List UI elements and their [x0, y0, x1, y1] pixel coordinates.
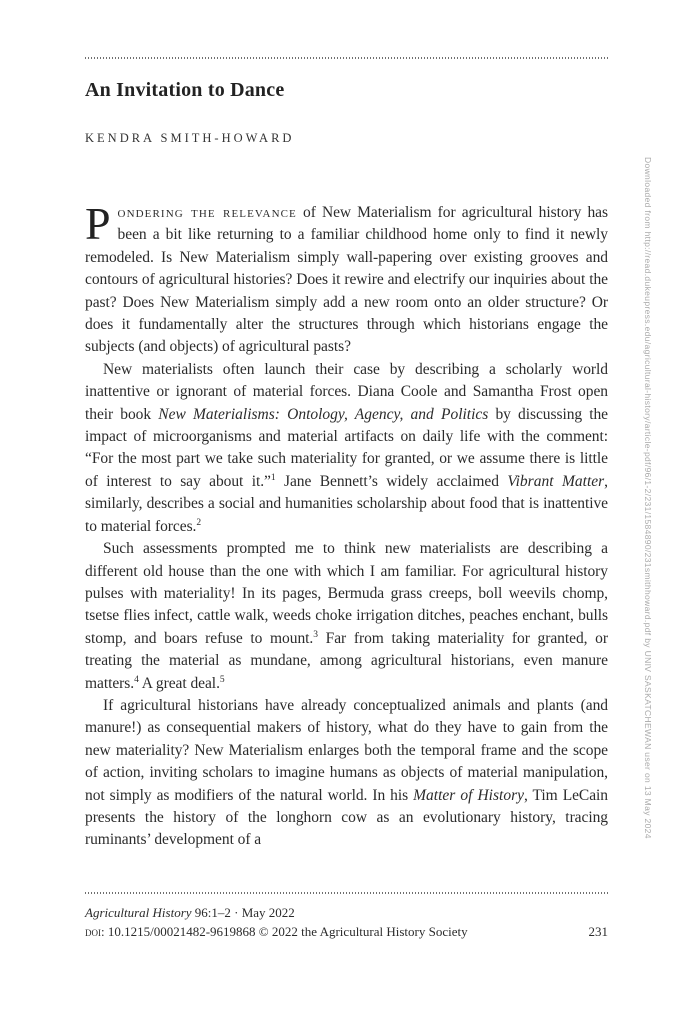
text-run: New Materialisms: Ontology, Agency, and Politics [158, 405, 489, 423]
page-number: 231 [588, 924, 608, 939]
article-title: An Invitation to Dance [85, 79, 285, 101]
footnote-marker: 5 [219, 674, 225, 685]
text-run: of New Materialism for agricultural history has been a bit like returning to a familiar childhood home only to find it newly remodeled. Is New Materialism simply wall-papering over existing grooves and contours of agricultural histories? Does it rewire and electrify our inquiries about the past? Does New Materialism simply add a new room onto an older structure? Or does it fundamentally alter the structures through which historians engage the subjects (and objects) of agricultural pasts? [85, 204, 608, 356]
journal-title: Agricultural History [85, 905, 192, 920]
doi-label: doi: [85, 924, 105, 939]
paragraph [85, 359, 608, 538]
text-run: , Tim LeCain presents the history of the longhorn cow as an evolutionary history, tracing ruminants’ development of a [85, 786, 609, 849]
footnote-marker: 1 [270, 472, 276, 483]
paragraph [85, 198, 608, 359]
text-run: Far from taking materiality for granted, or treating the material as mundane, among agricultural historians, even manure matters. [85, 629, 608, 692]
paragraph [85, 538, 608, 695]
download-watermark: Downloaded from http://read.dukeupress.edu/agricultural-history/article-pdf/96/1-2/231/1584890/231smithhoward.pdf by UNIV SASKATCHEWAN user on 13 May 2024 [643, 157, 653, 839]
journal-issue-info: 96:1–2 · May 2022 [191, 905, 295, 920]
text-run: If agricultural historians have already conceptualized animals and plants (and manure!) as consequential makers of history, what do they have to gain from the new materiality? New Materialism enlarges both the temporal frame and the scope of action, inviting scholars to imagine humans as objects of material manipulation, not simply as modifiers of the natural world. In his [85, 696, 608, 804]
doi-value: 10.1215/00021482-9619868 © 2022 the Agricultural History Society [104, 924, 468, 939]
footnote-marker: 3 [313, 629, 318, 640]
article-author: KENDRA SMITH-HOWARD [85, 131, 295, 145]
footer-rule [85, 892, 608, 894]
text-run: A great deal. [138, 674, 220, 692]
doi-copyright-line [85, 924, 608, 940]
text-run: Matter of History [413, 786, 524, 804]
footnote-marker: 4 [134, 674, 139, 685]
footnote-marker: 2 [196, 517, 202, 528]
text-run: Such assessments prompted me to think new materialists are describing a different old house than the one with which I am familiar. For agricultural history pulses with materiality! In its pages, Bermuda grass creeps, boll weevils chomp, tsetse flies infect, cattle walk, weeds choke irrigation ditches, peaches enchant, bulls stomp, and boars refuse to mount. [85, 540, 608, 647]
top-rule [85, 57, 608, 59]
article-body [85, 198, 609, 852]
text-run: ondering the relevance [117, 204, 297, 221]
text-run: Jane Bennett’s widely acclaimed [275, 472, 508, 490]
paragraph [85, 695, 608, 852]
text-run: Vibrant Matter [507, 472, 605, 490]
dropcap-letter: P [85, 198, 111, 249]
text-run: , similarly, describes a social and humanities scholarship about food that is inattentive to material forces. [85, 472, 608, 535]
text-run: by discussing the impact of microorganisms and material artifacts on daily life with the comment: “For the most part we take such materiality for granted, or we assume there is little of interest to say about it.” [85, 405, 609, 490]
text-run: New materialists often launch their case by describing a scholarly world inattentive or ignorant of material forces. Diana Coole and Samantha Frost open their book [85, 360, 608, 423]
journal-citation [85, 905, 608, 921]
